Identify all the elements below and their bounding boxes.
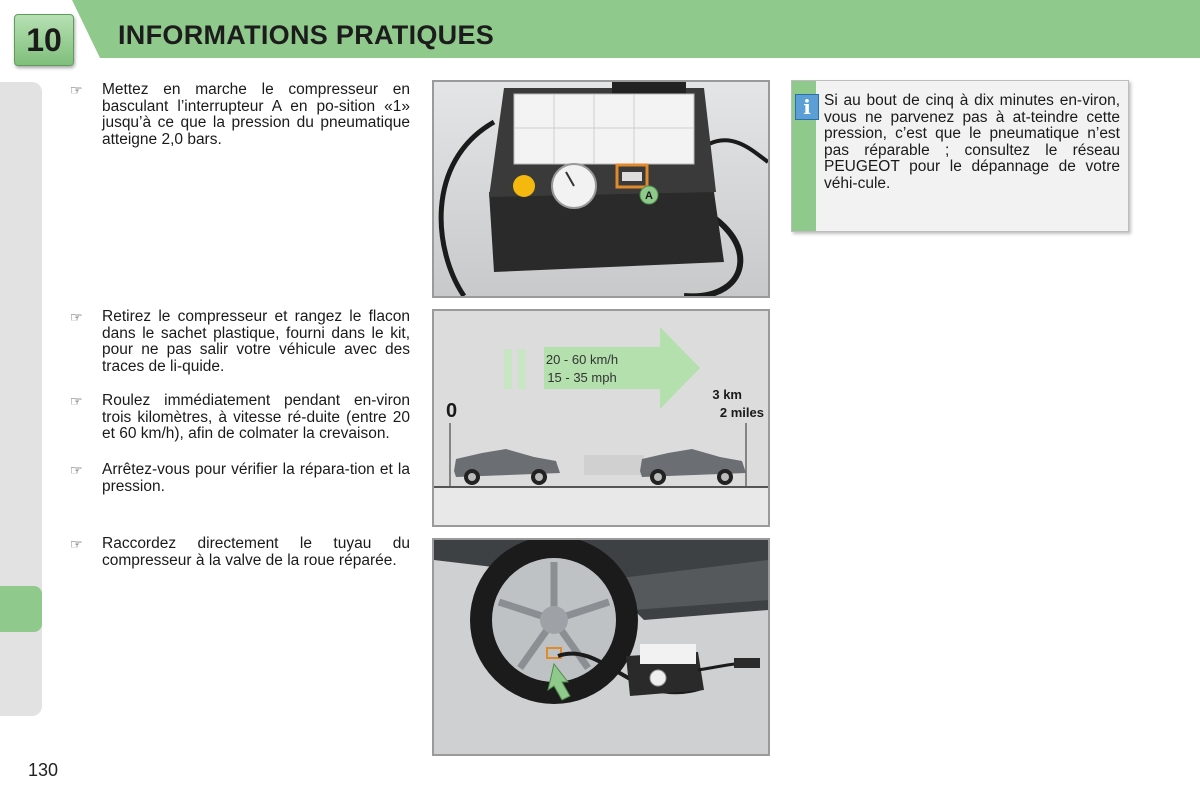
side-index-tab-active xyxy=(0,586,42,632)
instruction-text: Mettez en marche le compresseur en basculant l’interrupteur A en po-sition «1» jusqu’à ce que la pression du pneumatique atteigne 2,0 bars. xyxy=(102,81,410,148)
wheel-connection-svg xyxy=(434,540,768,754)
page-title: INFORMATIONS PRATIQUES xyxy=(118,20,495,50)
speed-mph-label: 15 - 35 mph xyxy=(547,370,617,385)
instruction-text: Retirez le compresseur et rangez le flacon dans le sachet plastique, fourni dans le kit, pour ne pas salir votre véhicule avec des traces de li-quide. xyxy=(102,308,410,375)
wheel-connection-illustration xyxy=(432,538,770,756)
pointing-hand-icon: ☞ xyxy=(70,536,83,552)
instruction-item xyxy=(70,462,410,495)
pointing-hand-icon: ☞ xyxy=(70,82,83,98)
drive-distance-svg xyxy=(434,311,768,525)
chapter-number: 10 xyxy=(14,14,74,66)
instruction-item xyxy=(70,393,410,443)
instruction-item xyxy=(70,309,410,375)
instruction-text: Arrêtez-vous pour vérifier la répara-tion et la pression. xyxy=(102,461,410,495)
switch-label: A xyxy=(645,190,653,202)
info-icon: i xyxy=(795,94,819,120)
compressor-illustration xyxy=(432,80,770,298)
instruction-item xyxy=(70,536,410,569)
info-note xyxy=(791,80,1129,232)
instruction-text: Roulez immédiatement pendant en-viron trois kilomètres, à vitesse ré-duite (entre 20 et 60 km/h), afin de colmater la crevaison. xyxy=(102,392,410,442)
page-number: 130 xyxy=(28,760,59,780)
pointing-hand-icon: ☞ xyxy=(70,462,83,478)
start-label: 0 xyxy=(446,400,458,422)
speed-kmh-label: 20 - 60 km/h xyxy=(545,352,619,367)
distance-km-label: 3 km xyxy=(712,387,742,402)
pointing-hand-icon: ☞ xyxy=(70,309,83,325)
info-text: Si au bout de cinq à dix minutes en-viron, vous ne parvenez pas à at-teindre cette pression, c’est que le pneumatique n’est pas réparable ; consultez le réseau PEUGEOT pour le dépannage de votre véhi-cule. xyxy=(824,92,1120,192)
drive-distance-illustration xyxy=(432,309,770,527)
distance-miles-label: 2 miles xyxy=(719,405,764,420)
instruction-text: Raccordez directement le tuyau du compresseur à la valve de la roue réparée. xyxy=(102,535,410,569)
compressor-svg xyxy=(434,82,768,296)
instruction-item xyxy=(70,82,410,148)
pointing-hand-icon: ☞ xyxy=(70,393,83,409)
